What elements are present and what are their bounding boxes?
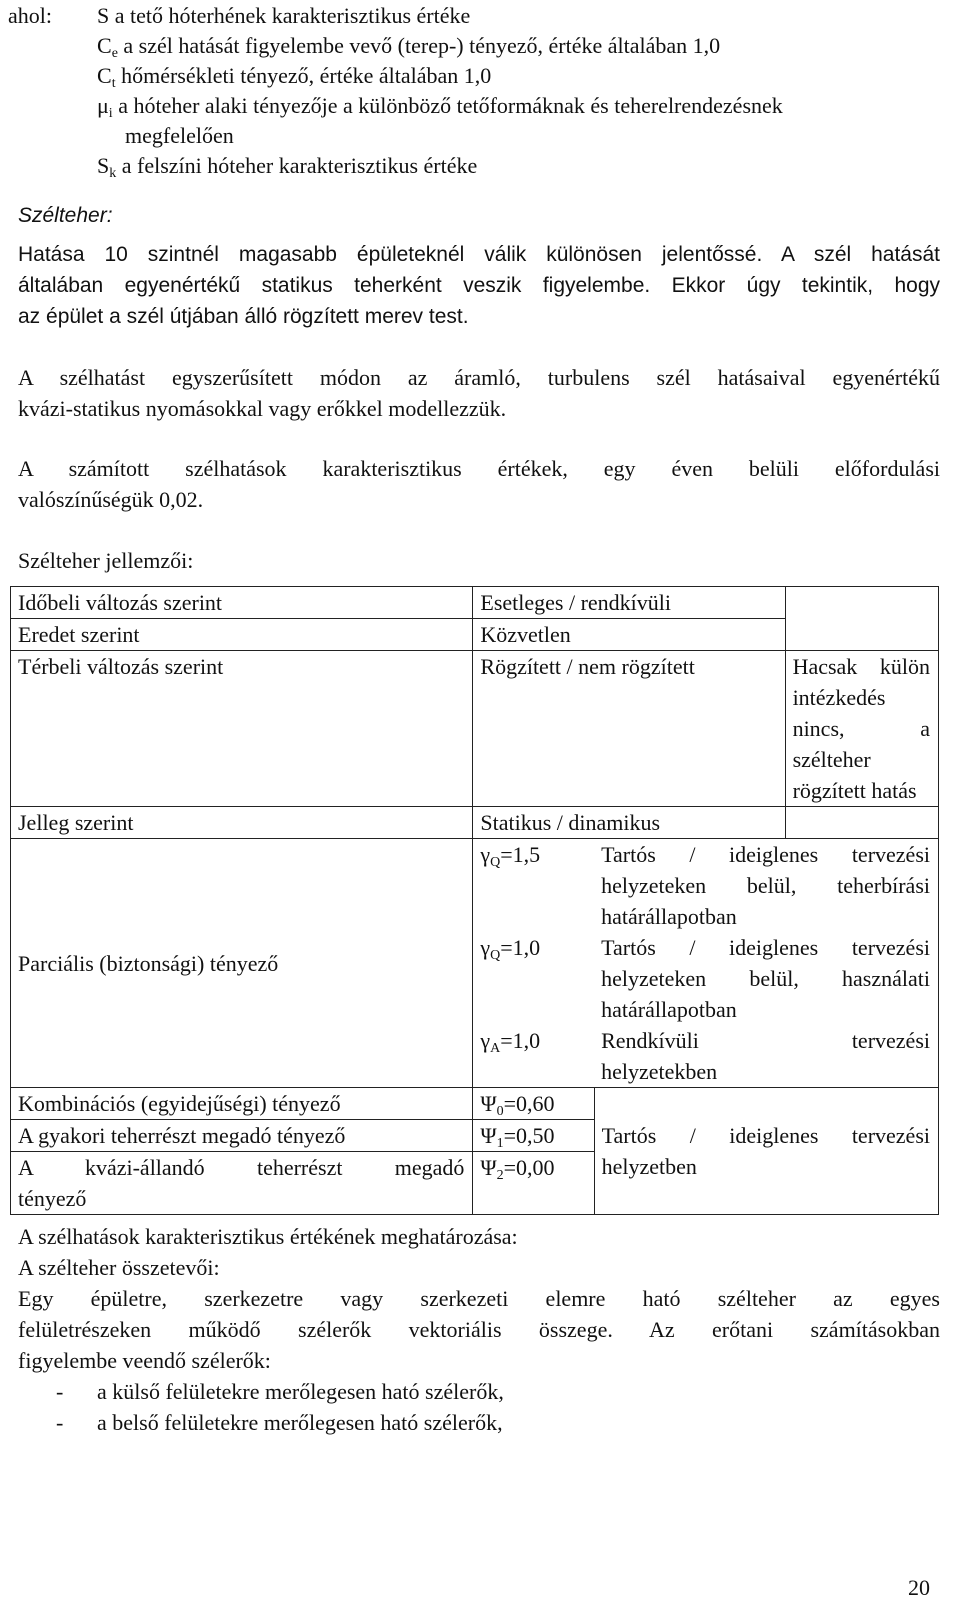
cell-line: Hacsak külön <box>792 654 930 679</box>
cell-line: helyzetekben <box>601 1059 718 1084</box>
after-table-section <box>18 1221 940 1438</box>
table-row <box>11 839 939 933</box>
psi-symbol: Ψ <box>480 1123 497 1148</box>
table-row <box>11 587 939 619</box>
cell-line: Tartós / ideiglenes tervezési <box>601 842 930 867</box>
definition-row <box>8 30 783 60</box>
subscript: Q <box>490 948 501 963</box>
table-cell <box>785 619 938 651</box>
paragraph-line: figyelembe veendő szélerők: <box>18 1348 271 1373</box>
definition-row <box>8 60 783 90</box>
cell-line: Rendkívüli tervezési <box>601 1028 930 1053</box>
cell-line: Tartós / ideiglenes tervezési <box>601 935 930 960</box>
list-item <box>18 1376 940 1407</box>
paragraph-line: kvázi-statikus nyomásokkal vagy erőkkel modellezzük. <box>18 396 507 421</box>
symbol: C <box>97 33 112 58</box>
paragraph-line: Hatása 10 szintnél magasabb épületeknél válik különösen jelentőssé. A szél hatását <box>18 243 940 266</box>
dash-marker: - <box>56 1379 64 1404</box>
wind-paragraph-1 <box>18 239 940 332</box>
definition-text: hőmérsékleti tényező, értéke általában 1,0 <box>115 63 492 88</box>
table-cell <box>594 1120 938 1215</box>
factor-value: =1,0 <box>500 1028 541 1053</box>
gamma-symbol: γ <box>480 935 491 960</box>
wind-paragraph-2 <box>18 362 940 424</box>
definition-text: a hóteher alaki tényezője a különböző tetőformáknak és teherelrendezésnek <box>112 93 783 118</box>
table-cell: Rögzített / nem rögzített <box>473 651 785 807</box>
list-item-text: a belső felületekre merőlegesen ható szélerők, <box>97 1410 503 1435</box>
table-cell: Esetleges / rendkívüli <box>473 587 785 619</box>
table-cell: Parciális (biztonsági) tényező <box>11 839 473 1088</box>
table-cell <box>785 807 938 839</box>
definition-text: a szél hatását figyelembe vevő (terep-) tényező, értéke általában 1,0 <box>117 33 721 58</box>
definition-row <box>8 120 783 150</box>
list-item <box>18 1407 940 1438</box>
table-cell <box>594 932 938 1025</box>
page-number: 20 <box>908 1575 930 1600</box>
table-cell: Jelleg szerint <box>11 807 473 839</box>
symbol-subscript: k <box>109 166 117 181</box>
cell-line: szélteher <box>792 747 871 772</box>
table-row <box>11 619 939 651</box>
psi-symbol: Ψ <box>480 1155 497 1180</box>
subscript: A <box>490 1041 501 1056</box>
cell-line: határállapotban <box>601 904 737 929</box>
definition-text: a tető hóterhének karakterisztikus értéke <box>109 3 471 28</box>
paragraph-line: felületrészeken működő szélerők vektoriális összege. Az erőtani számításokban <box>18 1317 940 1342</box>
symbol: C <box>97 63 112 88</box>
table-cell <box>473 932 594 1025</box>
paragraph-line: valószínűségük 0,02. <box>18 487 204 512</box>
cell-line: helyzetben <box>601 1153 697 1179</box>
table-cell <box>594 839 938 933</box>
cell-line: intézkedés <box>792 685 886 710</box>
factor-value: =0,50 <box>503 1123 555 1148</box>
symbol: S <box>97 153 110 178</box>
definition-row <box>8 150 783 180</box>
list-item-text: a külső felületekre merőlegesen ható szélerők, <box>97 1379 504 1404</box>
table-row <box>11 1120 939 1152</box>
paragraph-line: Egy épületre, szerkezetre vagy szerkezeti elemre ható szélteher az egyes <box>18 1286 940 1311</box>
definition-row <box>8 0 783 30</box>
factor-value: =0,60 <box>503 1091 555 1116</box>
subheading: A szélteher összetevői: <box>18 1255 220 1280</box>
definition-row <box>8 90 783 120</box>
table-row <box>11 1088 939 1120</box>
table-cell: Közvetlen <box>473 619 785 651</box>
table-cell: Térbeli változás szerint <box>11 651 473 807</box>
paragraph-line: általában egyenértékű statikus teherként veszik figyelembe. Ekkor úgy tekintik, hogy <box>18 274 940 297</box>
symbol-definitions <box>8 0 783 180</box>
symbol-subscript: e <box>111 46 118 61</box>
wind-load-characteristics-table <box>10 586 939 1215</box>
symbol-subscript: i <box>108 106 113 121</box>
cell-line: rögzített hatás <box>792 778 917 803</box>
dash-marker: - <box>56 1410 64 1435</box>
cell-line: helyzeteken belül, használati <box>601 966 930 991</box>
paragraph-line: A szélhatást egyszerűsített módon az áramló, turbulens szél hatásaival egyenértékű <box>18 365 940 390</box>
bullet-list <box>18 1376 940 1438</box>
symbol: μ <box>97 93 109 118</box>
table-row <box>11 651 939 807</box>
subscript: 1 <box>496 1136 504 1151</box>
wind-paragraph-3 <box>18 453 940 515</box>
factor-value: =1,0 <box>500 935 541 960</box>
definition-text: megfelelően <box>125 123 234 148</box>
table-cell <box>594 1025 938 1088</box>
table-cell: Kombinációs (egyidejűségi) tényező <box>11 1088 473 1120</box>
definition-text: a felszíni hóteher karakterisztikus értéke <box>116 153 478 178</box>
wind-load-section <box>18 200 940 231</box>
cell-line: tényező <box>18 1186 87 1211</box>
table-cell <box>785 587 938 619</box>
table-cell: A gyakori teherrészt megadó tényező <box>11 1120 473 1152</box>
table-cell <box>11 1152 473 1215</box>
subscript: 0 <box>496 1104 504 1119</box>
cell-line: nincs, a <box>792 716 930 741</box>
subheading: A szélhatások karakterisztikus értékének meghatározása: <box>18 1224 518 1249</box>
caption-text: Szélteher jellemzői: <box>18 548 194 573</box>
definitions-label: ahol: <box>8 3 52 28</box>
gamma-symbol: γ <box>480 1028 491 1053</box>
table-cell: Eredet szerint <box>11 619 473 651</box>
paragraph-line: A számított szélhatások karakterisztikus értékek, egy éven belüli előfordulási <box>18 456 940 481</box>
cell-line: Tartós / ideiglenes tervezési <box>601 1122 930 1148</box>
subscript: 2 <box>496 1168 504 1183</box>
table-cell <box>473 1088 594 1120</box>
symbol-subscript: t <box>111 76 116 91</box>
factor-value: =1,5 <box>500 842 541 867</box>
table-cell <box>473 839 594 933</box>
table-cell: Időbeli változás szerint <box>11 587 473 619</box>
section-heading: Szélteher: <box>18 204 113 227</box>
subscript: Q <box>490 855 501 870</box>
table-cell <box>473 1025 594 1088</box>
table-cell <box>473 1120 594 1152</box>
table-cell <box>473 1152 594 1215</box>
table-caption <box>18 545 940 576</box>
cell-line: határállapotban <box>601 997 737 1022</box>
table-row <box>11 807 939 839</box>
table-cell: Statikus / dinamikus <box>473 807 785 839</box>
cell-line: A kvázi-állandó teherrészt megadó <box>18 1155 465 1180</box>
cell-line: helyzeteken belül, teherbírási <box>601 873 930 898</box>
psi-symbol: Ψ <box>480 1091 497 1116</box>
table-cell <box>785 651 938 807</box>
table-cell <box>594 1088 938 1120</box>
factor-value: =0,00 <box>503 1155 555 1180</box>
gamma-symbol: γ <box>480 842 491 867</box>
symbol: S <box>97 3 110 28</box>
paragraph-line: az épület a szél útjában álló rögzített merev test. <box>18 305 469 328</box>
